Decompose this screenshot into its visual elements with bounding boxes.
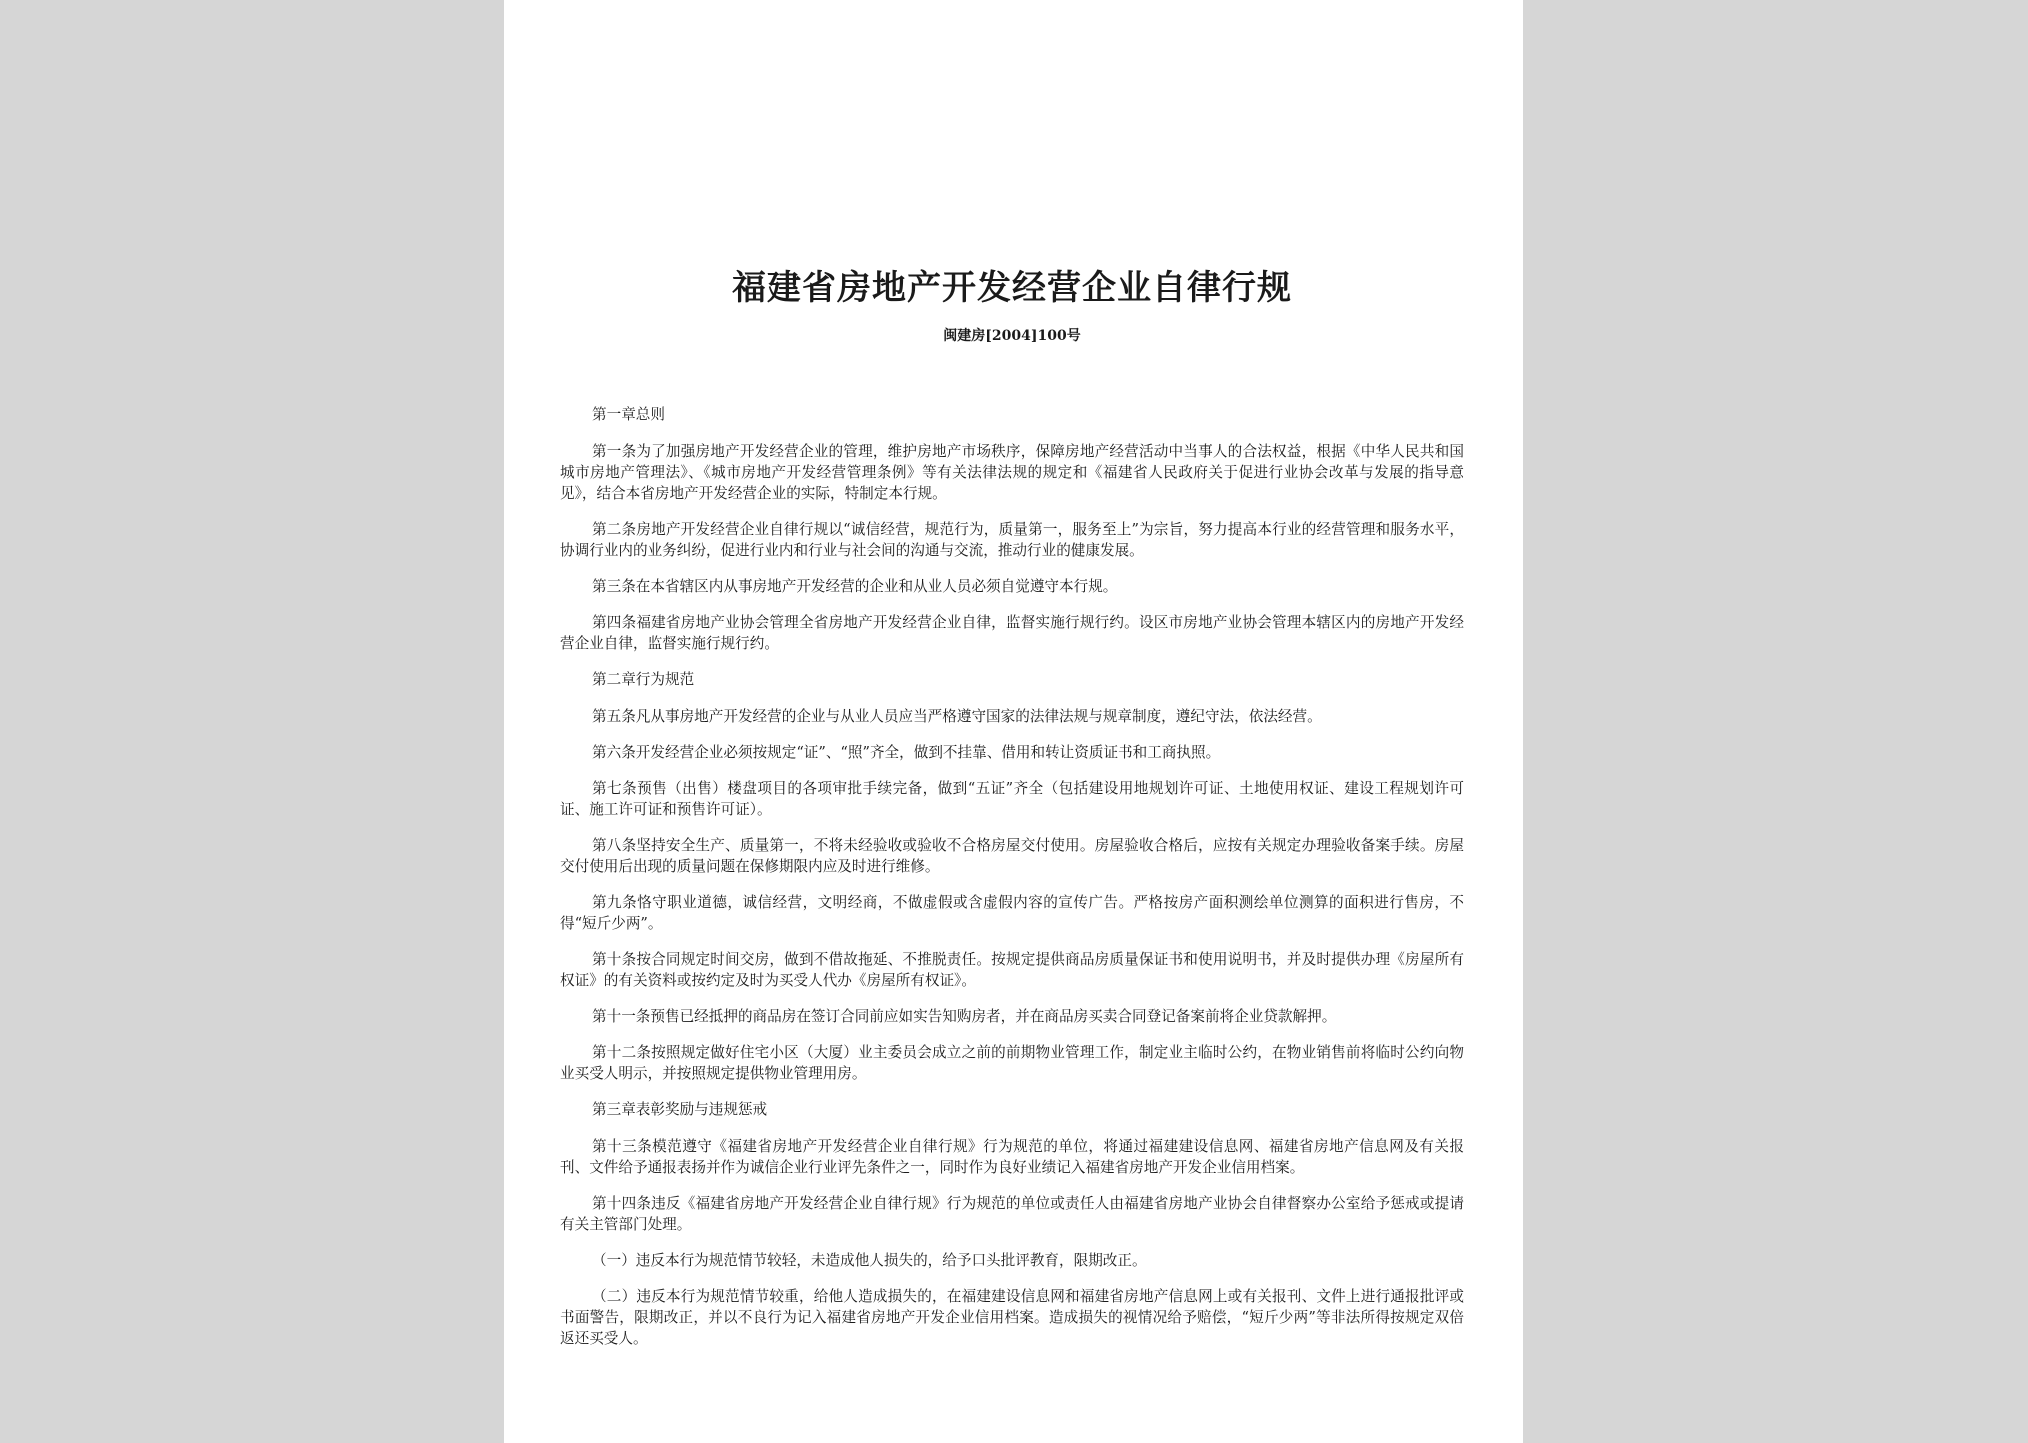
article-paragraph: 第十条按合同规定时间交房，做到不借故拖延、不推脱责任。按规定提供商品房质量保证书和使用说明书，并及时提供办理《房屋所有权证》的有关资料或按约定及时为买受人代办《房屋所有权证》。 — [560, 951, 1464, 989]
article-paragraph: 第九条恪守职业道德，诚信经营，文明经商，不做虚假或含虚假内容的宣传广告。严格按房产面积测绘单位测算的面积进行售房，不得“短斤少两”。 — [560, 894, 1464, 932]
article-paragraph: 第四条福建省房地产业协会管理全省房地产开发经营企业自律，监督实施行规行约。设区市房地产业协会管理本辖区内的房地产开发经营企业自律，监督实施行规行约。 — [560, 614, 1464, 652]
article-paragraph: 第十一条预售已经抵押的商品房在签订合同前应如实告知购房者，并在商品房买卖合同登记备案前将企业贷款解押。 — [592, 1008, 1337, 1025]
article-paragraph: 第五条凡从事房地产开发经营的企业与从业人员应当严格遵守国家的法律法规与规章制度，遵纪守法，依法经营。 — [592, 708, 1322, 725]
article-paragraph: 第十四条违反《福建省房地产开发经营企业自律行规》行为规范的单位或责任人由福建省房地产业协会自律督察办公室给予惩戒或提请有关主管部门处理。 — [560, 1195, 1464, 1233]
article-paragraph: 第十二条按照规定做好住宅小区（大厦）业主委员会成立之前的前期物业管理工作，制定业主临时公约，在物业销售前将临时公约向物业买受人明示，并按照规定提供物业管理用房。 — [560, 1044, 1464, 1082]
document-number: 闽建房[2004]100号 — [943, 328, 1081, 344]
document-page — [504, 0, 1523, 1443]
article-paragraph: 第一条为了加强房地产开发经营企业的管理，维护房地产市场秩序，保障房地产经营活动中当事人的合法权益，根据《中华人民共和国城市房地产管理法》、《城市房地产开发经营管理条例》等有关法律法规的规定和《福建省人民政府关于促进行业协会改革与发展的指导意见》，结合本省房地产开发经营企业的实际，特制定本行规。 — [560, 443, 1464, 502]
article-clause: （二）违反本行为规范情节较重，给他人造成损失的，在福建建设信息网和福建省房地产信息网上或有关报刊、文件上进行通报批评或书面警告，限期改正，并以不良行为记入福建省房地产开发企业信用档案。造成损失的视情况给予赔偿，“短斤少两”等非法所得按规定双倍返还买受人。 — [560, 1288, 1464, 1347]
chapter-heading: 第一章总则 — [592, 406, 665, 423]
article-paragraph: 第二条房地产开发经营企业自律行规以“诚信经营，规范行为，质量第一，服务至上”为宗旨，努力提高本行业的经营管理和服务水平，协调行业内的业务纠纷，促进行业内和行业与社会间的沟通与交流，推动行业的健康发展。 — [560, 521, 1464, 559]
chapter-heading: 第二章行为规范 — [592, 671, 695, 688]
chapter-heading: 第三章表彰奖励与违规惩戒 — [592, 1101, 768, 1118]
article-paragraph: 第十三条模范遵守《福建省房地产开发经营企业自律行规》行为规范的单位，将通过福建建设信息网、福建省房地产信息网及有关报刊、文件给予通报表扬并作为诚信企业行业评先条件之一，同时作为良好业绩记入福建省房地产开发企业信用档案。 — [560, 1138, 1464, 1176]
article-paragraph: 第八条坚持安全生产、质量第一，不将未经验收或验收不合格房屋交付使用。房屋验收合格后，应按有关规定办理验收备案手续。房屋交付使用后出现的质量问题在保修期限内应及时进行维修。 — [560, 837, 1464, 875]
article-paragraph: 第六条开发经营企业必须按规定“证”、“照”齐全，做到不挂靠、借用和转让资质证书和工商执照。 — [592, 744, 1221, 761]
document-body — [560, 404, 1464, 1349]
article-clause: （一）违反本行为规范情节较轻，未造成他人损失的，给予口头批评教育，限期改正。 — [592, 1252, 1147, 1269]
document-title: 福建省房地产开发经营企业自律行规 — [732, 268, 1292, 308]
article-paragraph: 第七条预售（出售）楼盘项目的各项审批手续完备，做到“五证”齐全（包括建设用地规划许可证、土地使用权证、建设工程规划许可证、施工许可证和预售许可证）。 — [560, 780, 1464, 818]
article-paragraph: 第三条在本省辖区内从事房地产开发经营的企业和从业人员必须自觉遵守本行规。 — [592, 578, 1118, 595]
